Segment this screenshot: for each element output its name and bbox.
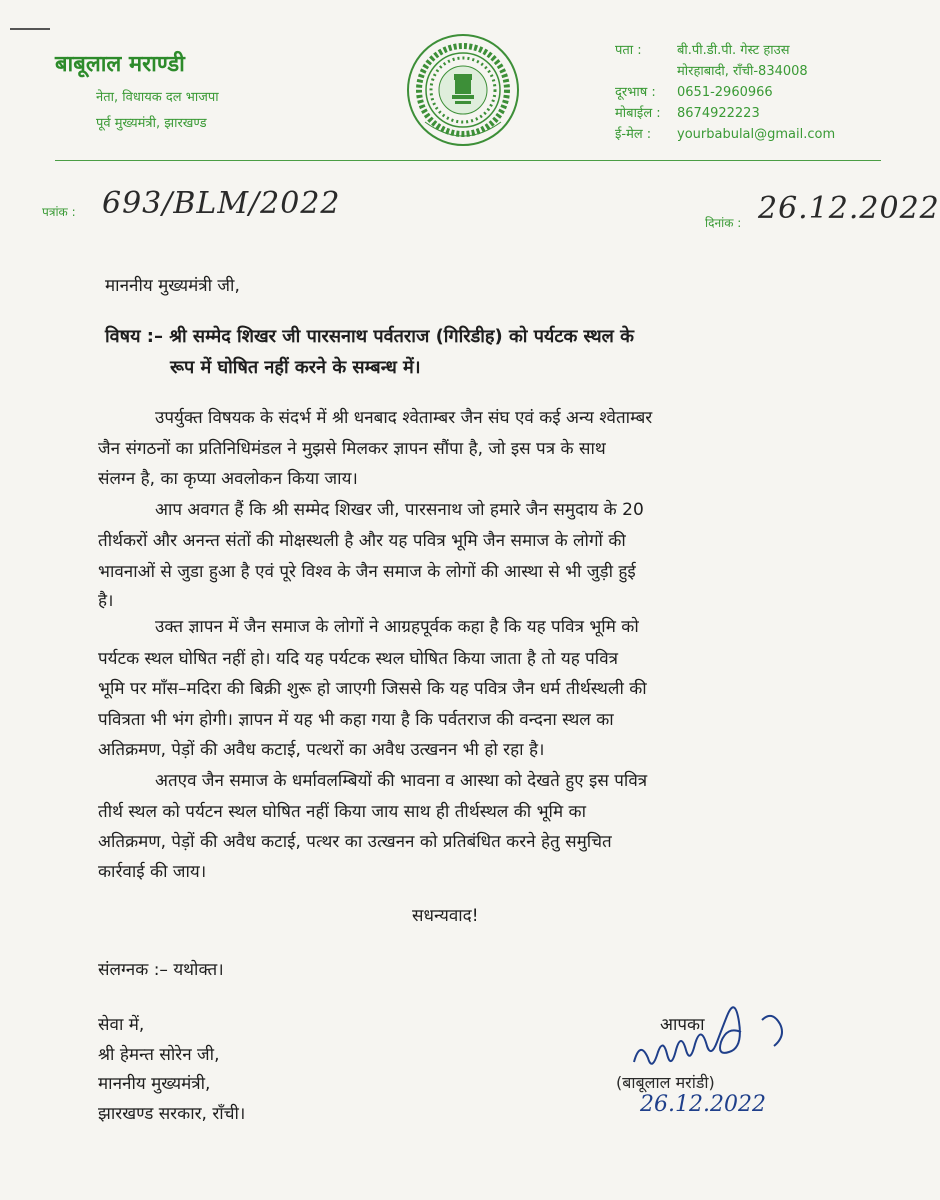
paragraph-2-line: है। [98,591,114,611]
header-divider [55,160,881,161]
subject-line1: विषय :– श्री सम्मेद शिखर जी पारसनाथ पर्वतराज (गिरिडीह) को पर्यटक स्थल के [105,326,634,347]
recipient-line: माननीय मुख्यमंत्री, [98,1074,211,1094]
government-emblem-icon [405,32,521,148]
paragraph-3-line: उक्त ज्ञापन में जैन समाज के लोगों ने आग्रहपूर्वक कहा है कि यह पवित्र भूमि को [155,617,639,637]
contact-block [615,40,835,145]
paragraph-3-line: भूमि पर मॉंस–मदिरा की बिक्री शुरू हो जाएगी जिससे कि यह पवित्र जैन धर्म तीर्थस्थली की [98,679,647,699]
contact-address: पता : बी.पी.डी.पी. गेस्ट हाउस [615,43,790,58]
recipient-line: झारखण्ड सरकार, राँची। [98,1104,246,1124]
signatory-name: (बाबूलाल मरांडी) [616,1073,715,1092]
letterhead-name: बाबूलाल मराण्डी [55,52,185,77]
recipient-line: श्री हेमन्त सोरेन जी, [98,1045,220,1065]
recipient-line: सेवा में, [98,1015,145,1035]
enclosure-text: संलग्नक :– यथोक्त। [98,960,224,980]
date-label: दिनांक : [705,216,742,230]
contact-phone: दूरभाष : 0651-2960966 [615,85,773,100]
contact-address-line2: मोरहाबादी, राँची-834008 [677,64,808,79]
paragraph-3-line: पर्यटक स्थल घोषित नहीं हो। यदि यह पर्यटक स्थल घोषित किया जाता है तो यह पवित्र [98,649,619,669]
signature-date: 26.12.2022 [640,1092,766,1117]
subject-line2: रूप में घोषित नहीं करने के सम्बन्ध में। [170,357,421,378]
closing-text: आपका [660,1015,705,1035]
paragraph-1-line: उपर्युक्त विषयक के संदर्भ में श्री धनबाद श्वेताम्बर जैन संघ एवं कई अन्य श्वेताम्बर [155,408,653,428]
date-value: 26.12.2022 [758,191,940,226]
paragraph-4-line: तीर्थ स्थल को पर्यटन स्थल घोषित नहीं किया जाय साथ ही तीर्थस्थल की भूमि का [98,802,586,822]
paragraph-4-line: अतएव जैन समाज के धर्मावलम्बियों की भावना व आस्था को देखते हुए इस पवित्र [155,771,648,791]
paragraph-3-line: अतिक्रमण, पेड़ों की अवैध कटाई, पत्थरों का अवैध उत्खनन भी हो रहा है। [98,740,545,760]
paragraph-1-line: संलग्न है, का कृप्या अवलोकन किया जाय। [98,469,358,489]
thanks-text: सधन्यवाद! [412,906,479,926]
paragraph-2-line: भावनाओं से जुडा हुआ है एवं पूरे विश्व के जैन समाज के लोगों की आस्था से भी जुड़ी हुई [98,562,636,582]
contact-email: ई-मेल : yourbabulal@gmail.com [615,127,836,142]
corner-mark [10,28,50,30]
paragraph-2-line: आप अवगत हैं कि श्री सम्मेद शिखर जी, पारसनाथ जो हमारे जैन समुदाय के 20 [155,500,644,520]
paragraph-4-line: कार्रवाई की जाय। [98,862,207,882]
letterhead-role-line2: पूर्व मुख्यमंत्री, झारखण्ड [96,116,207,131]
paragraph-1-line: जैन संगठनों का प्रतिनिधिमंडल ने मुझसे मिलकर ज्ञापन सौंपा है, जो इस पत्र के साथ [98,439,606,459]
paragraph-2-line: तीर्थकरों और अनन्त संतों की मोक्षस्थली है और यह पवित्र भूमि जैन समाज के लोगों की [98,531,626,551]
contact-mobile: मोबाईल : 8674922223 [615,106,760,121]
reference-label: पत्रांक : [42,205,76,219]
paragraph-3-line: पवित्रता भी भंग होगी। ज्ञापन में यह भी कहा गया है कि पर्वतराज की वन्दना स्थल का [98,710,614,730]
paragraph-4-line: अतिक्रमण, पेड़ों की अवैध कटाई, पत्थर का उत्खनन को प्रतिबंधित करने हेतु समुचित [98,832,612,852]
salutation: माननीय मुख्यमंत्री जी, [105,276,240,296]
letterhead-role-line1: नेता, विधायक दल भाजपा [96,90,219,105]
reference-number: 693/BLM/2022 [102,186,341,221]
